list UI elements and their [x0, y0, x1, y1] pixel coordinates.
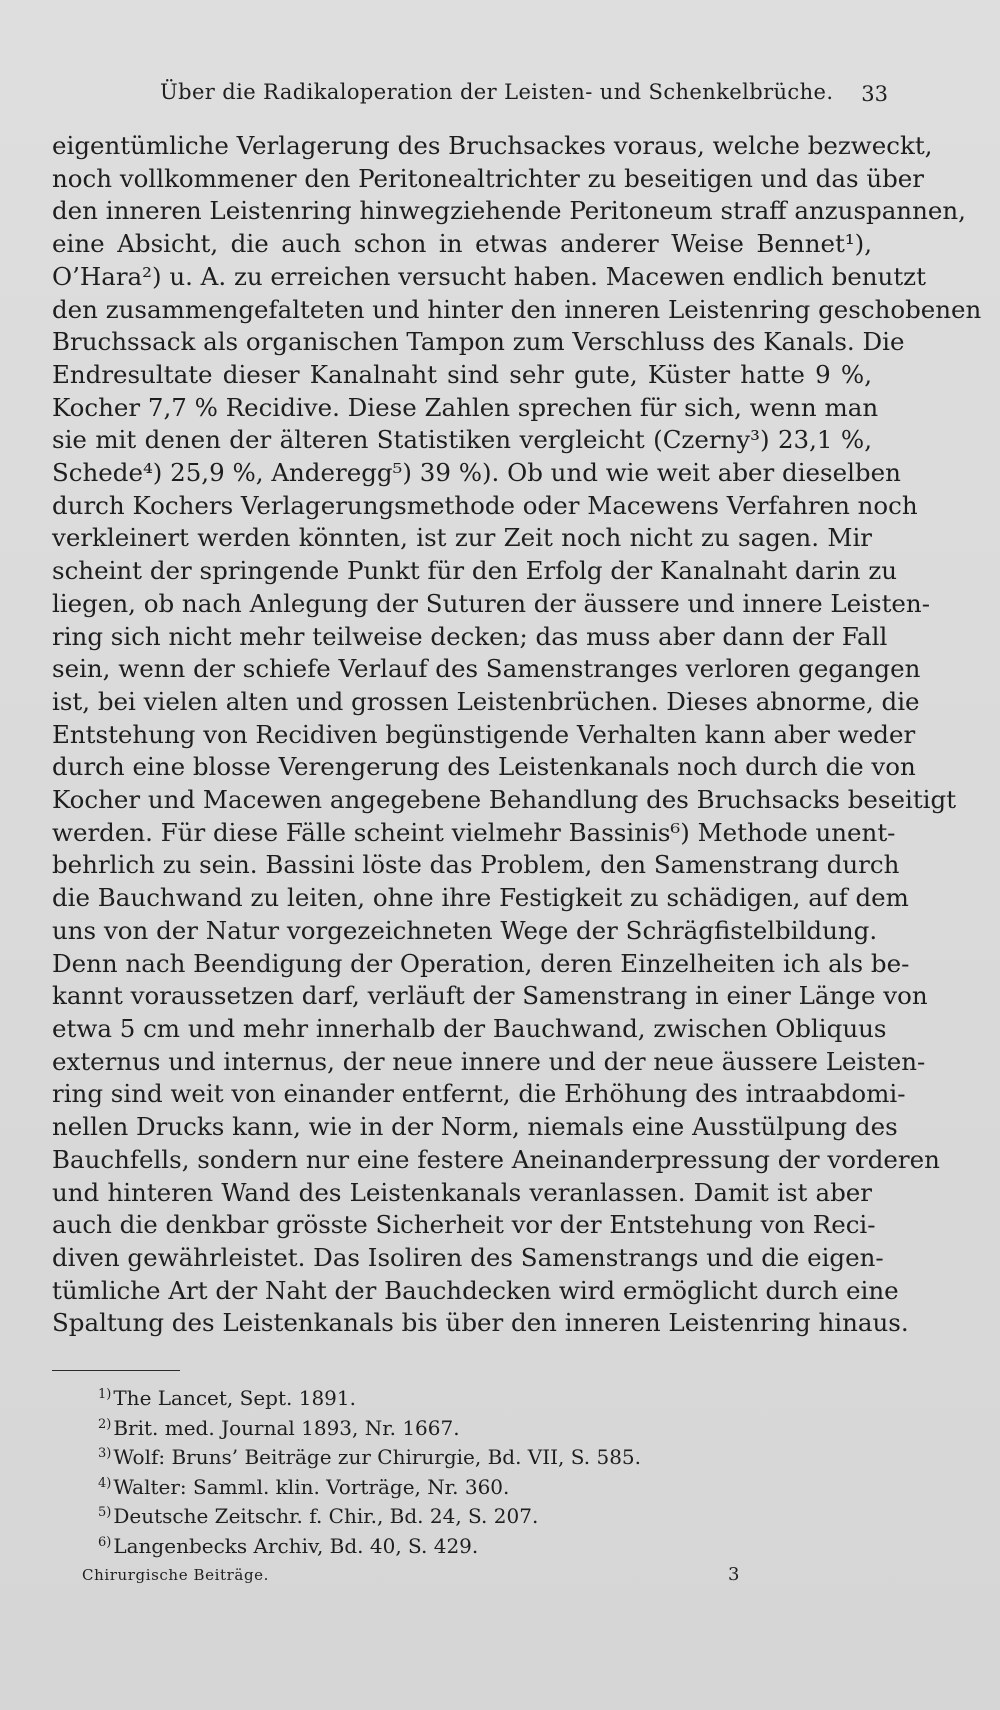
footnote-text: Brit. med. Journal 1893, Nr. 1667.: [113, 1415, 460, 1440]
body-line: Bruchssack als organischen Tampon zum Verschluss des Kanals. Die: [52, 327, 905, 357]
body-line: den inneren Leistenring hinwegziehende Peritoneum straff anzuspannen,: [52, 196, 966, 226]
body-line: etwa 5 cm und mehr innerhalb der Bauchwand, zwischen Obliquus: [52, 1013, 887, 1043]
body-line: den zusammengefalteten und hinter den inneren Leistenring geschobenen: [52, 294, 982, 324]
body-line: durch eine blosse Verengerung des Leistenkanals noch durch die von: [52, 752, 916, 782]
body-line: O’Hara²) u. A. zu erreichen versucht haben. Macewen endlich benutzt: [52, 261, 926, 291]
body-line: auch die denkbar grösste Sicherheit vor der Entstehung von Reci-: [52, 1210, 876, 1240]
body-text: [52, 130, 982, 1340]
body-line: externus und internus, der neue innere und der neue äussere Leisten-: [52, 1046, 926, 1076]
body-line: ist, bei vielen alten und grossen Leistenbrüchen. Dieses abnorme, die: [52, 686, 920, 716]
body-line: verkleinert werden könnten, ist zur Zeit noch nicht zu sagen. Mir: [52, 523, 872, 553]
body-line: uns von der Natur vorgezeichneten Wege der Schrägfistelbildung.: [52, 915, 878, 945]
page-number: 33: [861, 82, 888, 106]
body-line: die Bauchwand zu leiten, ohne ihre Festigkeit zu schädigen, auf dem: [52, 883, 909, 913]
body-line: tümliche Art der Naht der Bauchdecken wird ermöglicht durch eine: [52, 1275, 899, 1305]
body-line: scheint der springende Punkt für den Erfolg der Kanalnaht darin zu: [52, 556, 898, 586]
body-line: sie mit denen der älteren Statistiken vergleicht (Czerny³) 23,1 %,: [52, 425, 872, 455]
body-line: Kocher und Macewen angegebene Behandlung des Bruchsacks beseitigt: [52, 785, 957, 815]
body-line: behrlich zu sein. Bassini löste das Problem, den Samenstrang durch: [52, 850, 900, 880]
footnote-text: Wolf: Bruns’ Beiträge zur Chirurgie, Bd. VII, S. 585.: [113, 1445, 641, 1469]
footnote-text: The Lancet, Sept. 1891.: [113, 1386, 356, 1410]
footnote-text: Deutsche Zeitschr. f. Chir., Bd. 24, S. 207.: [113, 1504, 539, 1528]
body-line: Bauchfells, sondern nur eine festere Aneinanderpressung der vorderen: [52, 1144, 940, 1174]
footnote-mark: 2): [98, 1416, 112, 1432]
body-line: eigentümliche Verlagerung des Bruchsackes voraus, welche bezweckt,: [52, 131, 933, 160]
footnote-mark: 1): [98, 1387, 112, 1402]
footnote-text: Walter: Samml. klin. Vorträge, Nr. 360.: [113, 1474, 510, 1499]
footnote: [98, 1502, 798, 1532]
body-line: ring sich nicht mehr teilweise decken; das muss aber dann der Fall: [52, 621, 888, 651]
body-line: Schede⁴) 25,9 %, Anderegg⁵) 39 %). Ob und wie weit aber dieselben: [52, 458, 901, 488]
footnote: [98, 1384, 798, 1414]
body-line: und hinteren Wand des Leistenkanals veranlassen. Damit ist aber: [52, 1177, 872, 1207]
body-line: Kocher 7,7 % Recidive. Diese Zahlen sprechen für sich, wenn man: [52, 392, 879, 422]
body-line: liegen, ob nach Anlegung der Suturen der äussere und innere Leisten-: [52, 588, 930, 618]
body-line: Endresultate dieser Kanalnaht sind sehr gute, Küster hatte 9 %,: [52, 359, 872, 389]
header-title: Über die Radikaloperation der Leisten- und Schenkelbrüche.: [160, 80, 834, 104]
footnote-divider: [52, 1370, 180, 1371]
body-line: kannt voraussetzen darf, verläuft der Samenstrang in einer Länge von: [52, 981, 928, 1011]
body-line: durch Kochers Verlagerungsmethode oder Macewens Verfahren noch: [52, 490, 918, 520]
signature-number: 3: [728, 1564, 740, 1585]
footnote-mark: 4): [98, 1475, 112, 1491]
footnote-mark: 3): [98, 1446, 112, 1461]
footnote-mark: 6): [98, 1534, 112, 1550]
body-line: nellen Drucks kann, wie in der Norm, niemals eine Ausstülpung des: [52, 1112, 898, 1142]
footnote: [98, 1414, 798, 1444]
body-line: werden. Für diese Fälle scheint vielmehr Bassinis⁶) Methode unent-: [52, 817, 896, 847]
running-header: [50, 80, 888, 110]
footnote-text: Langenbecks Archiv, Bd. 40, S. 429.: [113, 1533, 479, 1558]
footnote: [98, 1532, 798, 1562]
footnote: [98, 1443, 798, 1473]
body-line: Denn nach Beendigung der Operation, deren Einzelheiten ich als be-: [52, 948, 910, 978]
printer-signature: Chirurgische Beiträge.: [82, 1566, 270, 1584]
footnotes: [98, 1384, 798, 1561]
body-line: ring sind weit von einander entfernt, die Erhöhung des intraabdomi-: [52, 1079, 906, 1109]
footnote: [98, 1473, 798, 1503]
body-line: Entstehung von Recidiven begünstigende Verhalten kann aber weder: [52, 719, 916, 749]
body-line: sein, wenn der schiefe Verlauf des Samenstranges verloren gegangen: [52, 654, 921, 684]
body-line: eine Absicht, die auch schon in etwas anderer Weise Bennet¹),: [52, 229, 872, 259]
body-line: diven gewährleistet. Das Isoliren des Samenstrangs und die eigen-: [52, 1242, 884, 1272]
body-line: Spaltung des Leistenkanals bis über den inneren Leistenring hinaus.: [52, 1308, 909, 1338]
footnote-mark: 5): [98, 1505, 112, 1520]
body-line: noch vollkommener den Peritonealtrichter zu beseitigen und das über: [52, 163, 924, 193]
